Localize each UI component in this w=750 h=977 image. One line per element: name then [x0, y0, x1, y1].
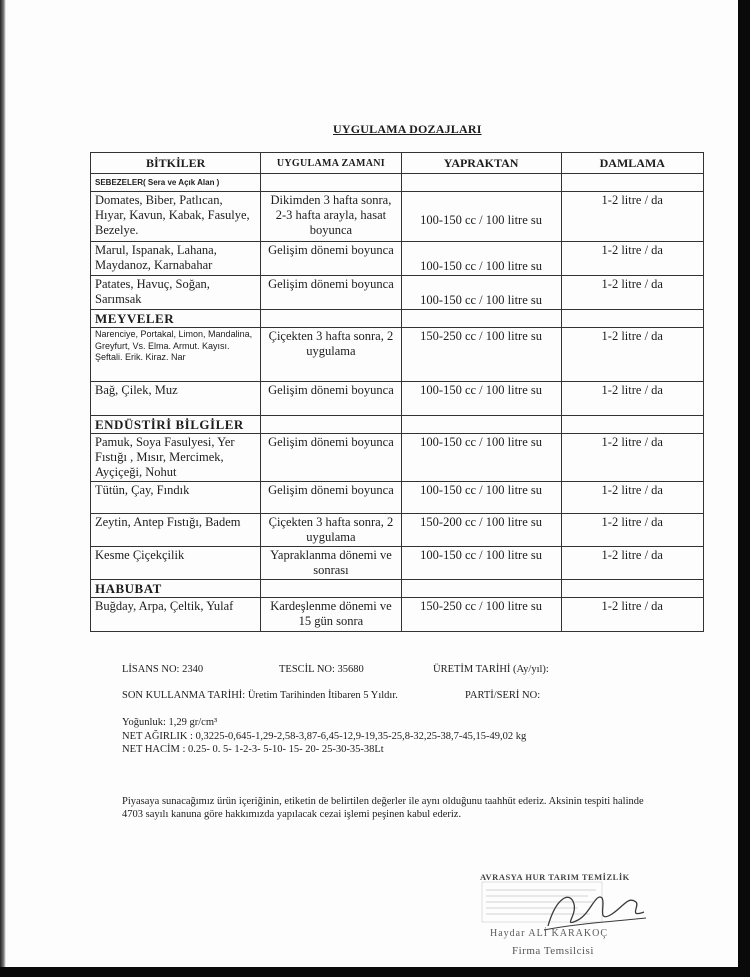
foliar-cell: 150-200 cc / 100 litre su — [401, 514, 561, 547]
header-application-time: UYGULAMA ZAMANI — [261, 153, 401, 174]
time-cell: Kardeşlenme dönemi ve 15 gün sonra — [261, 598, 401, 632]
foliar-cell: 100-150 cc / 100 litre su — [401, 242, 561, 276]
production-date: ÜRETİM TARİHİ (Ay/yıl): — [433, 664, 549, 675]
plants-cell: Domates, Biber, Patlıcan, Hıyar, Kavun, Kabak, Fasulye, Bezelye. — [91, 192, 261, 242]
section-label: ENDÜSTİRİ BİLGİLER — [91, 416, 261, 434]
drip-cell: 1-2 litre / da — [561, 434, 703, 482]
time-cell: Gelişim dönemi boyunca — [261, 382, 401, 416]
time-cell: Gelişim dönemi boyunca — [261, 276, 401, 310]
plants-cell: Zeytin, Antep Fıstığı, Badem — [91, 514, 261, 547]
table-row — [91, 328, 704, 382]
table-row — [91, 482, 704, 514]
plants-cell: Pamuk, Soya Fasulyesi, Yer Fıstığı , Mısır, Mercimek, Ayçiçeği, Nohut — [91, 434, 261, 482]
header-plants: BİTKİLER — [91, 153, 261, 174]
density-info: Yoğunluk: 1,29 gr/cm³ — [122, 717, 218, 728]
time-cell: Gelişim dönemi boyunca — [261, 434, 401, 482]
scan-right-border — [738, 0, 750, 977]
document-title: UYGULAMA DOZAJLARI — [333, 122, 482, 136]
plants-cell: Marul, Ispanak, Lahana, Maydanoz, Karnabahar — [91, 242, 261, 276]
section-cereals — [91, 580, 704, 598]
drip-cell: 1-2 litre / da — [561, 276, 703, 310]
table-row — [91, 276, 704, 310]
table-row — [91, 382, 704, 416]
foliar-cell: 100-150 cc / 100 litre su — [401, 382, 561, 416]
net-volume-info: NET HACİM : 0.25- 0. 5- 1-2-3- 5-10- 15- 20- 25-30-35-38Lt — [122, 744, 384, 755]
foliar-value: 100-150 cc / 100 litre su — [420, 212, 543, 227]
plants-cell: Tütün, Çay, Fındık — [91, 482, 261, 514]
expiry-info: SON KULLANMA TARİHİ: Üretim Tarihinden İtibaren 5 Yıldır. — [122, 690, 398, 701]
company-stamp-signature — [478, 868, 658, 963]
time-cell: Çiçekten 3 hafta sonra, 2 uygulama — [261, 514, 401, 547]
stamp-company-name: AVRASYA HUR TARIM TEMİZLİK — [480, 872, 630, 882]
table-row — [91, 598, 704, 632]
header-foliar: YAPRAKTAN — [401, 153, 561, 174]
representative-name: Haydar ALİ KARAKOÇ — [490, 928, 608, 939]
representative-title: Firma Temsilcisi — [512, 945, 594, 957]
commitment-statement: Piyasaya sunacağımız ürün içeriğinin, etiketin de belirtilen değerler ile aynı olduğunu taahhüt ederiz. Aksinin tespiti halinde 4703 sayılı kanuna göre hakkımızda yapılacak cezai işlemi peşinen kabul ederiz. — [122, 796, 644, 820]
drip-cell: 1-2 litre / da — [561, 514, 703, 547]
table-row — [91, 514, 704, 547]
header-drip: DAMLAMA — [561, 153, 703, 174]
table-row — [91, 547, 704, 580]
table-header-row — [91, 153, 704, 174]
foliar-cell: 100-150 cc / 100 litre su — [401, 482, 561, 514]
section-label: HABUBAT — [91, 580, 261, 598]
plants-cell: Patates, Havuç, Soğan, Sarımsak — [91, 276, 261, 310]
table-row — [91, 192, 704, 242]
time-cell: Çiçekten 3 hafta sonra, 2 uygulama — [261, 328, 401, 382]
foliar-cell — [401, 192, 561, 242]
dosage-table — [90, 152, 704, 632]
drip-cell: 1-2 litre / da — [561, 242, 703, 276]
time-cell: Gelişim dönemi boyunca — [261, 242, 401, 276]
drip-cell: 1-2 litre / da — [561, 547, 703, 580]
plants-cell: Kesme Çiçekçilik — [91, 547, 261, 580]
scan-bottom-border — [0, 967, 750, 977]
foliar-cell: 150-250 cc / 100 litre su — [401, 598, 561, 632]
drip-cell: 1-2 litre / da — [561, 382, 703, 416]
section-vegetables — [91, 174, 704, 192]
drip-cell: 1-2 litre / da — [561, 482, 703, 514]
section-fruits — [91, 310, 704, 328]
time-cell: Gelişim dönemi boyunca — [261, 482, 401, 514]
drip-cell: 1-2 litre / da — [561, 192, 703, 242]
plants-cell: Bağ, Çilek, Muz — [91, 382, 261, 416]
registration-number: TESCİL NO: 35680 — [279, 664, 364, 675]
time-cell: Yapraklanma dönemi ve sonrası — [261, 547, 401, 580]
table-row — [91, 434, 704, 482]
foliar-cell: 100-150 cc / 100 litre su — [401, 434, 561, 482]
table-row — [91, 242, 704, 276]
drip-cell: 1-2 litre / da — [561, 598, 703, 632]
plants-cell: Buğday, Arpa, Çeltik, Yulaf — [91, 598, 261, 632]
time-cell: Dikimden 3 hafta sonra, 2-3 hafta arayla, hasat boyunca — [261, 192, 401, 242]
license-number: LİSANS NO: 2340 — [122, 664, 204, 675]
net-weight-info: NET AĞIRLIK : 0,3225-0,645-1,29-2,58-3,87-6,45-12,9-19,35-25,8-32,25-38,7-45,15-49,02 kg — [122, 731, 527, 742]
foliar-cell: 100-150 cc / 100 litre su — [401, 547, 561, 580]
foliar-cell: 150-250 cc / 100 litre su — [401, 328, 561, 382]
drip-cell: 1-2 litre / da — [561, 328, 703, 382]
section-label: SEBEZELER( Sera ve Açık Alan ) — [91, 174, 261, 192]
plants-cell: Narenciye, Portakal, Limon, Mandalina, Greyfurt, Vs. Elma. Armut. Kayısı. Şeftali. Erik. Kiraz. Nar — [91, 328, 261, 382]
batch-number: PARTİ/SERİ NO: — [465, 690, 541, 701]
foliar-cell: 100-150 cc / 100 litre su — [401, 276, 561, 310]
section-label: MEYVELER — [91, 310, 261, 328]
section-industrial — [91, 416, 704, 434]
